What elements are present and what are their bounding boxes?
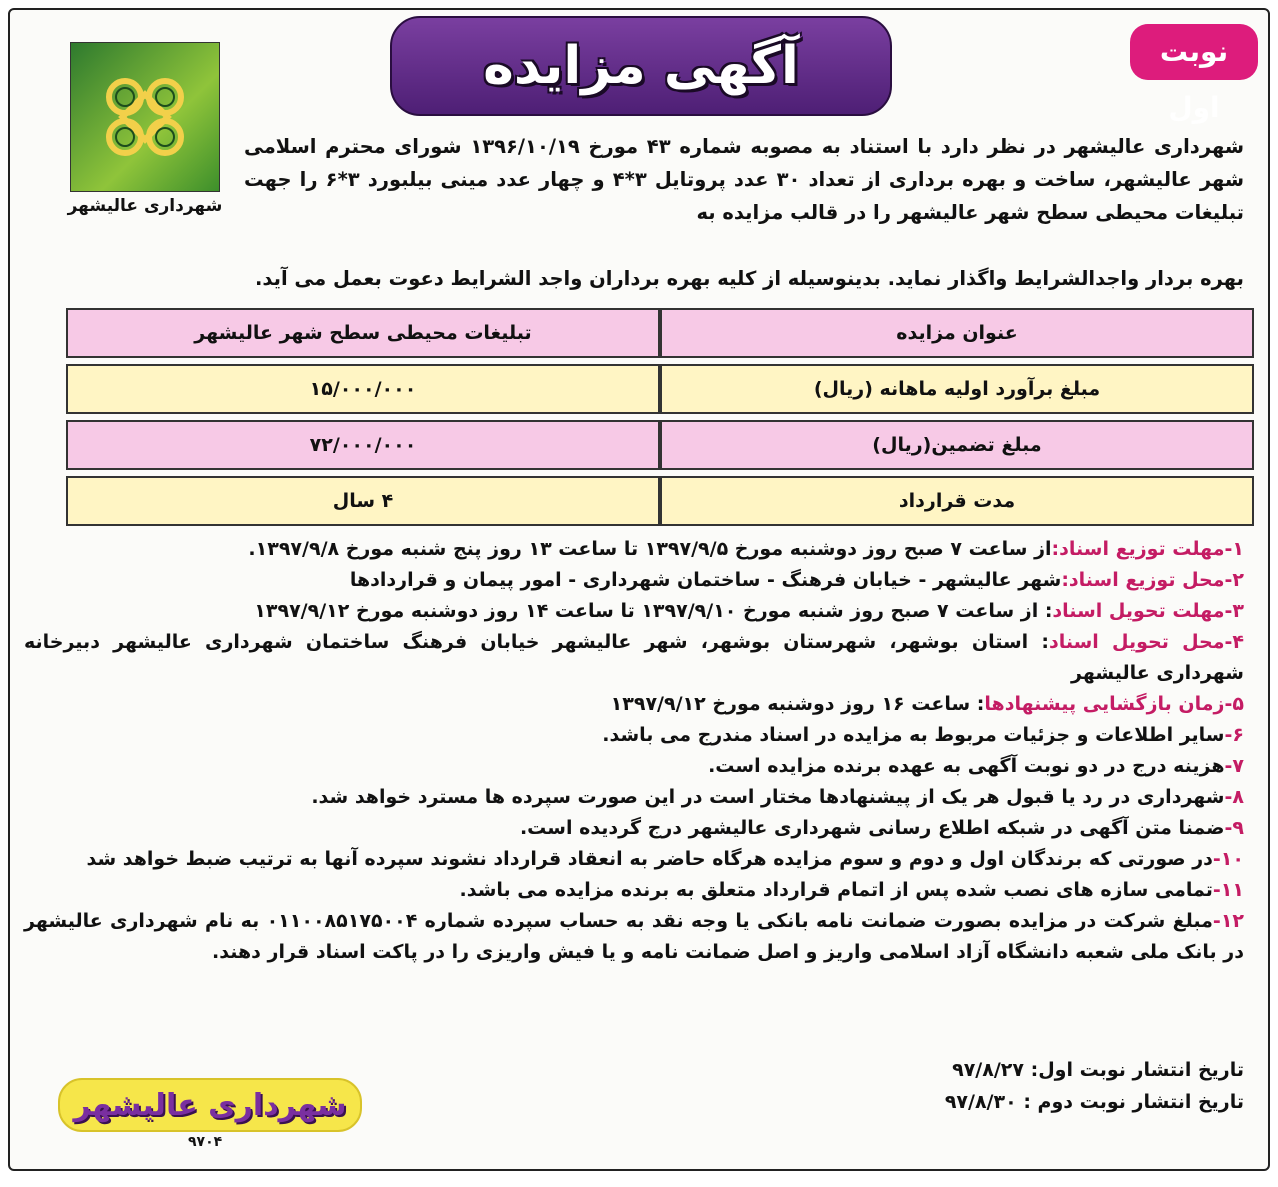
item-text: : ساعت ۱۶ روز دوشنبه مورخ ۱۳۹۷/۹/۱۲	[610, 693, 985, 715]
second-publication-date: تاریخ انتشار نوبت دوم : ۹۷/۸/۳۰	[944, 1091, 1244, 1113]
list-item	[24, 534, 1244, 565]
ad-code: ۹۷۰۴	[188, 1134, 223, 1150]
item-text: هزینه درج در دو نوبت آگهی به عهده برنده مزایده است.	[708, 755, 1225, 777]
spec-value: ۴ سال	[66, 476, 660, 526]
table-row	[66, 476, 1254, 526]
item-text: : استان بوشهر، شهرستان بوشهر، شهر عالیشهر خیابان فرهنگ ساختمان شهرداری عالیشهر دبیرخانه شهرداری عالیشهر	[24, 631, 1244, 684]
item-number: ۲-	[1224, 569, 1244, 591]
item-text: شهرداری در رد یا قبول هر یک از پیشنهادها مختار است در این صورت سپرده ها مسترد خواهد شد.	[311, 786, 1225, 808]
table-row	[66, 364, 1254, 414]
list-item	[24, 782, 1244, 813]
spec-label: مبلغ تضمین(ریال)	[660, 420, 1254, 470]
item-text: از ساعت ۷ صبح روز دوشنبه مورخ ۱۳۹۷/۹/۵ تا ساعت ۱۳ روز پنج شنبه مورخ ۱۳۹۷/۹/۸.	[248, 538, 1052, 560]
item-number: ۷-	[1224, 755, 1244, 777]
item-number: ۱-	[1224, 538, 1244, 560]
list-item	[24, 689, 1244, 720]
list-item	[24, 627, 1244, 689]
first-publication-date: تاریخ انتشار نوبت اول: ۹۷/۸/۲۷	[952, 1059, 1244, 1081]
item-number: ۸-	[1224, 786, 1244, 808]
publication-dates	[945, 1054, 1244, 1118]
spec-label: عنوان مزایده	[660, 308, 1254, 358]
municipality-logo	[70, 42, 220, 192]
item-text: ضمنا متن آگهی در شبکه اطلاع رسانی شهرداری عالیشهر درج گردیده است.	[519, 817, 1225, 839]
item-number: ۴-	[1224, 631, 1244, 653]
spec-value: ۷۲/۰۰۰/۰۰۰	[66, 420, 660, 470]
list-item	[24, 751, 1244, 782]
edition-badge: نوبت اول	[1130, 24, 1258, 80]
item-text: مبلغ شرکت در مزایده بصورت ضمانت نامه بانکی یا وجه نقد به حساب سپرده شماره ۰۱۱۰۰۸۵۱۷۵۰۰۴ به نام شهرداری عالیشهر در بانک ملی شعبه دانشگاه آزاد اسلامی واریز و اصل ضمانت نامه و یا فیش واریزی را در پاکت اسناد قرار دهند.	[24, 910, 1244, 963]
item-number: ۱۲-	[1212, 910, 1245, 932]
auction-notice	[8, 8, 1270, 1171]
conditions-list	[24, 534, 1244, 968]
item-number: ۹-	[1224, 817, 1244, 839]
list-item	[24, 596, 1244, 627]
intro-paragraph-tail: بهره بردار واجدالشرایط واگذار نماید. بدینوسیله از کلیه بهره برداران واجد الشرایط دعوت بعمل می آید.	[254, 267, 1244, 290]
item-label: مهلت توزیع اسناد:	[1051, 538, 1225, 560]
item-number: ۱۰-	[1212, 848, 1244, 870]
item-text: شهر عالیشهر - خیابان فرهنگ - ساختمان شهرداری - امور پیمان و قراردادها	[349, 569, 1062, 591]
list-item	[24, 565, 1244, 596]
table-row	[66, 308, 1254, 358]
footer-banner	[58, 1078, 362, 1132]
item-number: ۱۱-	[1212, 879, 1244, 901]
item-text: سایر اطلاعات و جزئیات مربوط به مزایده در اسناد مندرج می باشد.	[602, 724, 1225, 746]
item-number: ۳-	[1224, 600, 1244, 622]
footer-signature: شهرداری عالیشهر	[73, 1087, 347, 1123]
logo-caption: شهرداری عالیشهر	[67, 196, 223, 216]
item-text: : از ساعت ۷ صبح روز شنبه مورخ ۱۳۹۷/۹/۱۰ تا ساعت ۱۴ روز دوشنبه مورخ ۱۳۹۷/۹/۱۲	[254, 600, 1053, 622]
table-row	[66, 420, 1254, 470]
item-label: مهلت تحویل اسناد	[1052, 600, 1225, 622]
page-title: آگهی مزایده	[483, 36, 799, 96]
item-label: محل تحویل اسناد	[1048, 631, 1225, 653]
item-label: محل توزیع اسناد:	[1061, 569, 1225, 591]
intro-paragraph: شهرداری عالیشهر در نظر دارد با استناد به مصوبه شماره ۴۳ مورخ ۱۳۹۶/۱۰/۱۹ شورای محترم اسلامی شهر عالیشهر، ساخت و بهره برداری از تعداد ۳۰ عدد پروتایل ۳*۴ و چهار عدد مینی بیلبورد ۳*۶ را جهت تبلیغات محیطی سطح شهر عالیشهر را در قالب مزایده به	[244, 135, 1244, 224]
item-text: تمامی سازه های نصب شده پس از اتمام قرارداد متعلق به برنده مزایده می باشد.	[459, 879, 1213, 901]
item-text: در صورتی که برندگان اول و دوم و سوم مزایده هرگاه حاضر به انعقاد قرارداد نشوند سپرده آنها به ترتیب ضبط خواهد شد	[86, 848, 1213, 870]
list-item	[24, 813, 1244, 844]
spec-value: ۱۵/۰۰۰/۰۰۰	[66, 364, 660, 414]
specs-table	[66, 302, 1254, 532]
item-label: زمان بازگشایی پیشنهادها	[984, 693, 1225, 715]
list-item	[24, 875, 1244, 906]
item-number: ۶-	[1224, 724, 1244, 746]
spec-label: مبلغ برآورد اولیه ماهانه (ریال)	[660, 364, 1254, 414]
item-number: ۵-	[1224, 693, 1244, 715]
municipality-emblem-icon	[85, 57, 205, 177]
title-banner	[390, 16, 892, 116]
spec-value: تبلیغات محیطی سطح شهر عالیشهر	[66, 308, 660, 358]
list-item	[24, 906, 1244, 968]
list-item	[24, 844, 1244, 875]
spec-label: مدت قرارداد	[660, 476, 1254, 526]
list-item	[24, 720, 1244, 751]
